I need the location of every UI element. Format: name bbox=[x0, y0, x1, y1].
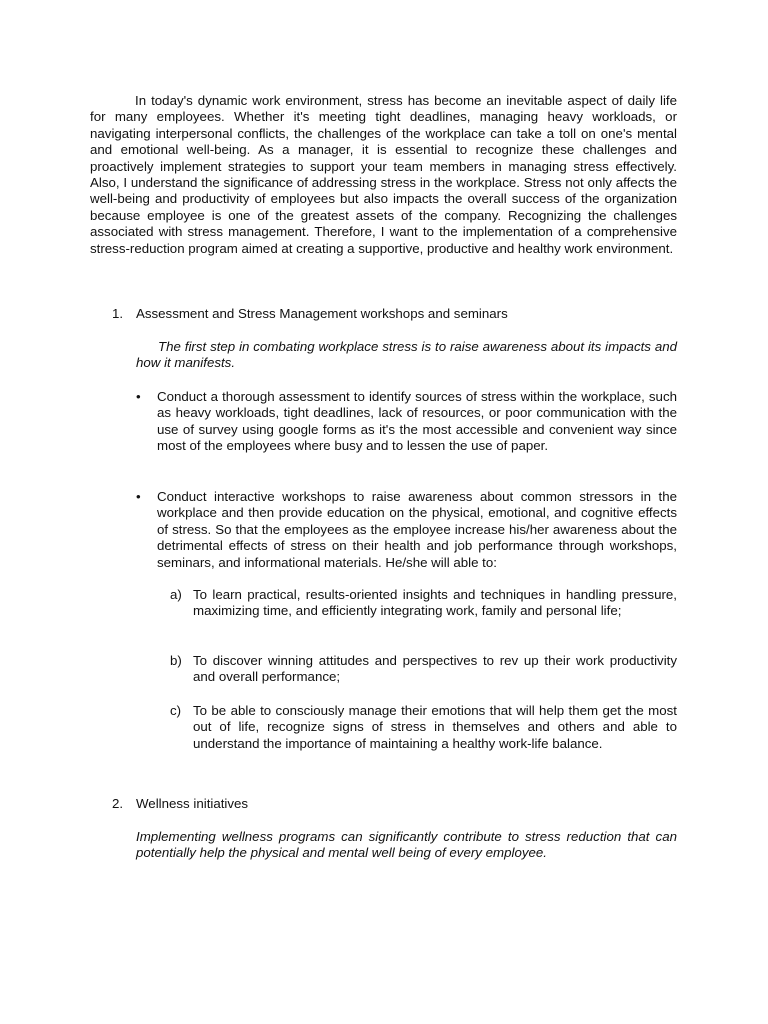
sub-item-text: To discover winning attitudes and perspectives to rev up their work productivity and overall performance; bbox=[193, 653, 677, 685]
bullet-dot-icon: • bbox=[136, 489, 141, 504]
section-title: Assessment and Stress Management workshops and seminars bbox=[136, 306, 508, 321]
bullet-text: Conduct interactive workshops to raise awareness about common stressors in the workplace and then provide education on the physical, emotional, and cognitive effects of stress. So that the employees as the employee increase his/her awareness about the detrimental effects of stress on their health and job performance through workshops, seminars, and informational materials. He/she will able to: bbox=[157, 489, 677, 570]
section-number: 1. bbox=[112, 306, 124, 321]
bullet-text: Conduct a thorough assessment to identify sources of stress within the workplace, such as heavy workloads, tight deadlines, lack of resources, or poor communication with the use of survey using google forms as it's the most accessible and convenient way since most of the employees where busy and to lessen the use of paper. bbox=[157, 389, 677, 454]
section-title: Wellness initiatives bbox=[136, 796, 249, 811]
sub-item-marker: a) bbox=[170, 587, 182, 602]
section-2-lead: Implementing wellness programs can significantly contribute to stress reduction that can potentially help the physical and mental well being of every employee. bbox=[136, 829, 677, 861]
section-1-lead: The first step in combating workplace stress is to raise awareness about its impacts and how it manifests. bbox=[136, 339, 677, 371]
sub-item-text: To learn practical, results-oriented insights and techniques in handling pressure, maximizing time, and efficiently integrating work, family and personal life; bbox=[193, 587, 677, 619]
bullet-dot-icon: • bbox=[136, 389, 141, 404]
sub-item-text: To be able to consciously manage their emotions that will help them get the most out of life, recognize signs of stress in themselves and others and able to understand the importance of maintaining a healthy work-life balance. bbox=[193, 703, 677, 751]
intro-paragraph: In today's dynamic work environment, stress has become an inevitable aspect of daily life for many employees. Whether it's meeting tight deadlines, managing heavy workloads, or navigating interpersonal conflicts, the challenges of the workplace can take a toll on one's mental and emotional well-being. As a manager, it is essential to recognize these challenges and proactively implement strategies to support your team members in managing stress effectively. Also, I understand the significance of addressing stress in the workplace. Stress not only affects the well-being and productivity of employees but also impacts the overall success of the organization because employee is one of the greatest assets of the company. Recognizing the challenges associated with stress management. Therefore, I want to the implementation of a comprehensive stress-reduction program aimed at creating a supportive, productive and healthy work environment. bbox=[90, 93, 677, 256]
section-number: 2. bbox=[112, 796, 124, 811]
sub-item-marker: b) bbox=[170, 653, 182, 668]
sub-item-marker: c) bbox=[170, 703, 182, 718]
